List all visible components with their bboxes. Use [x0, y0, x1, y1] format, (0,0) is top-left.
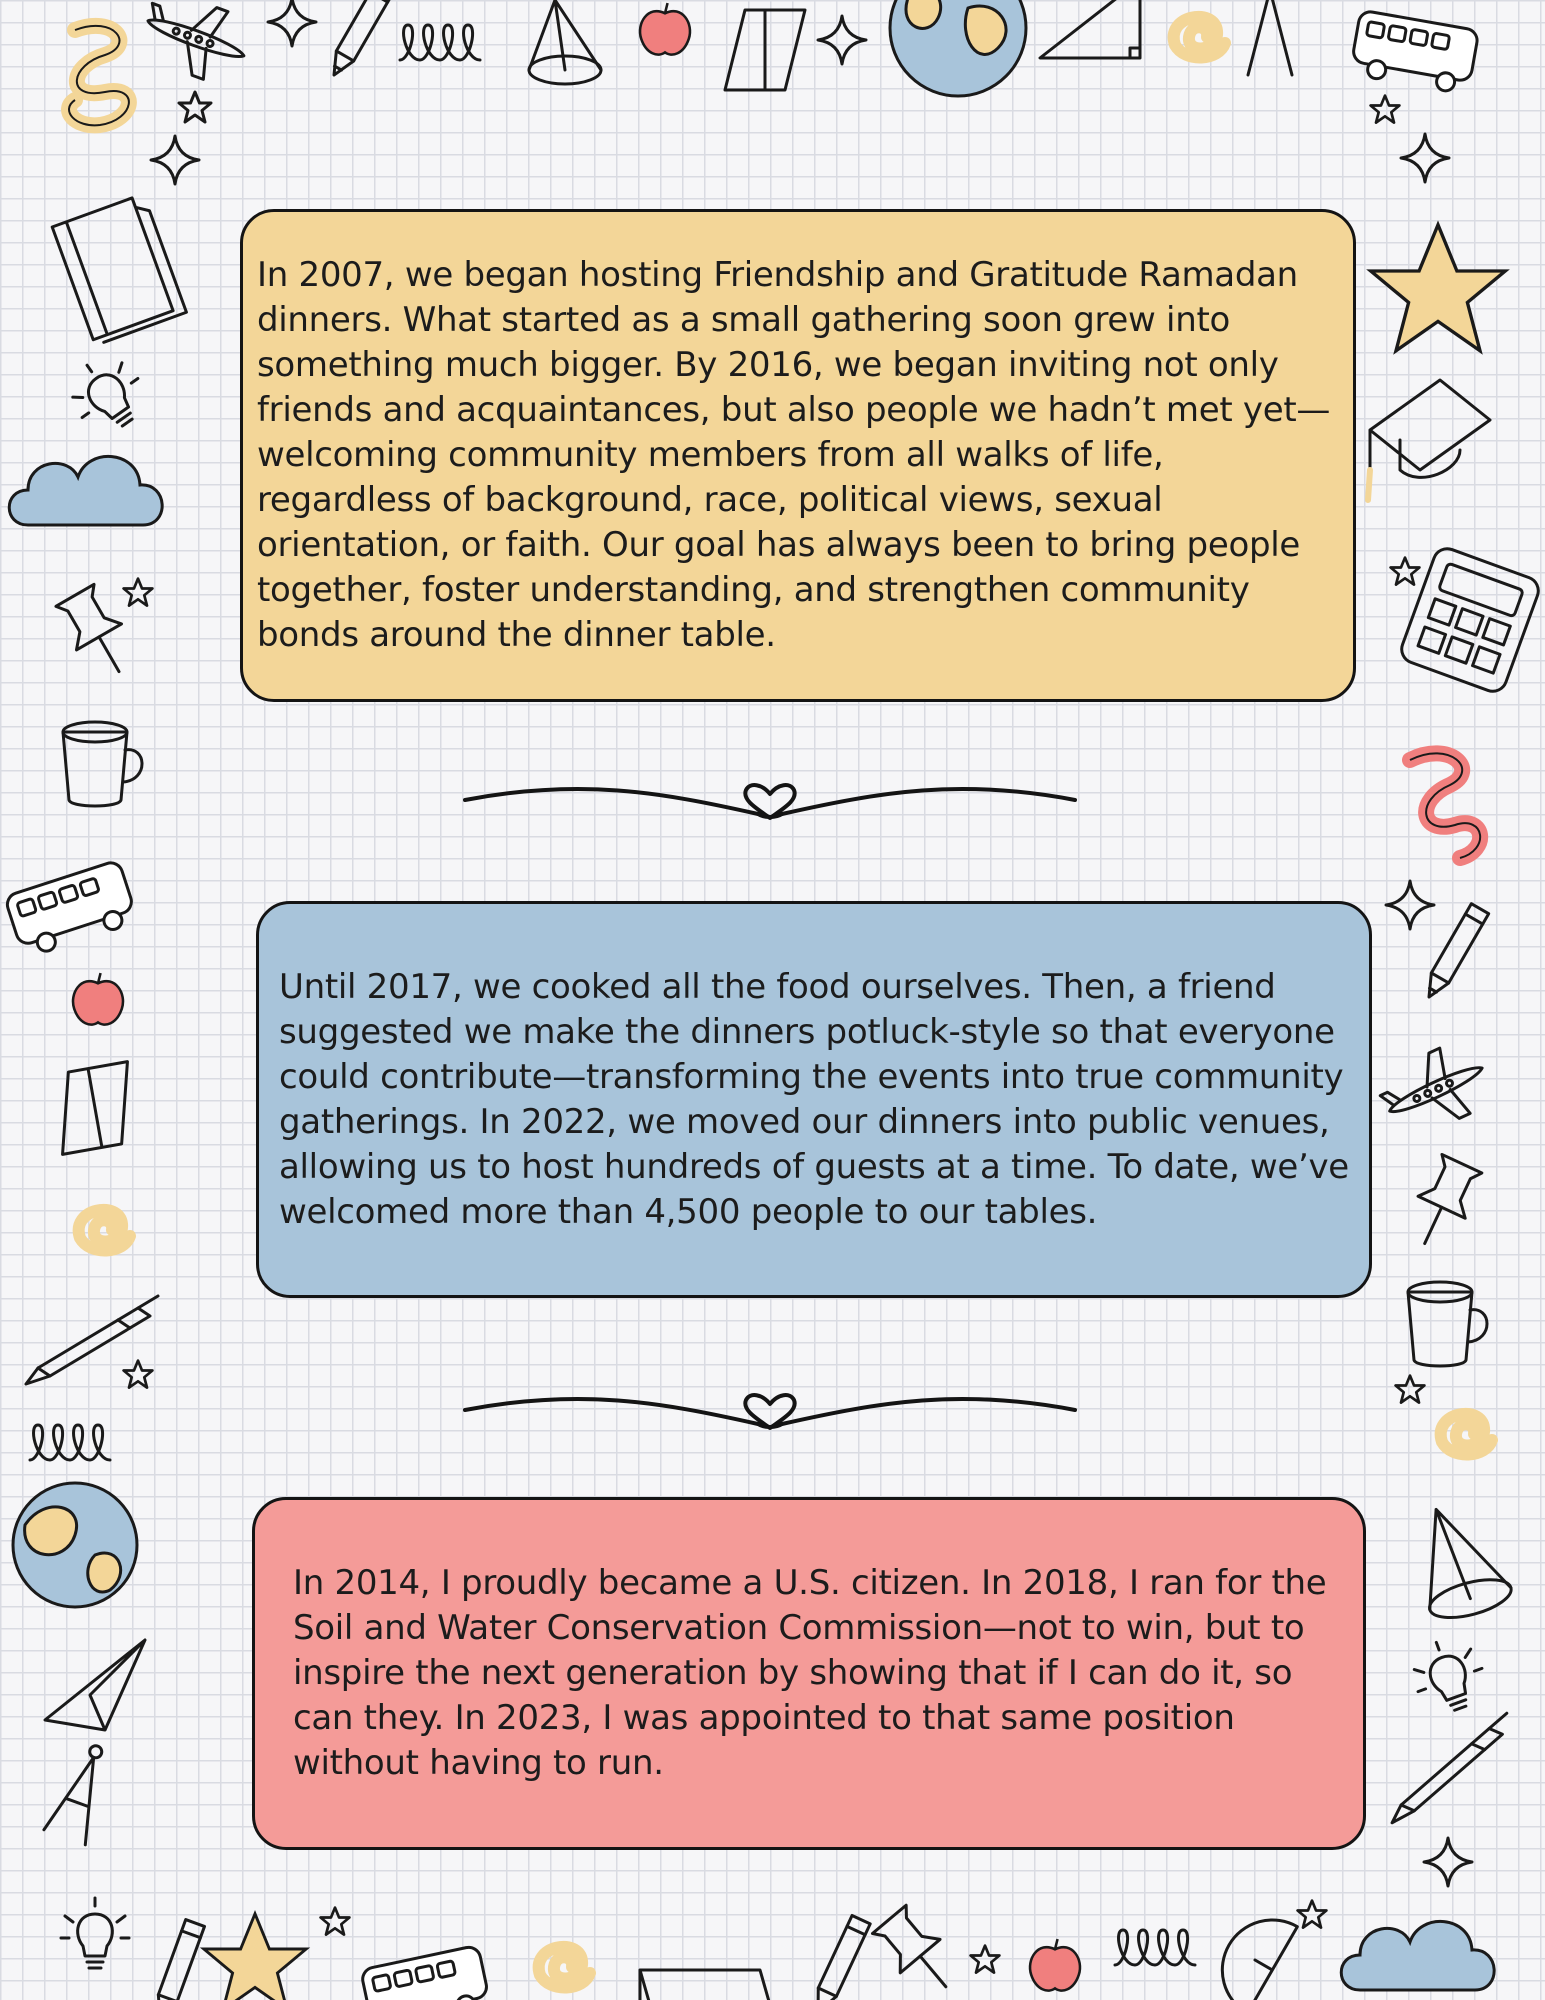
school-bus-icon — [1349, 10, 1478, 95]
pushpin-icon — [869, 1903, 965, 2000]
pencil-icon — [809, 1915, 870, 2000]
story-text: In 2007, we began hosting Friendship and Gratitude Ramadan dinners. What started as a small gathering soon grew into something much bigger. By 2016, we began inviting not only friends and acquaintances, but also people we hadn’t met yet—welcoming community members from all walks of life, regardless of background, race, political views, sexual orientation, or faith. Our goal has always been to bring people together, foster understanding, and strengthen community bonds around the dinner table. — [257, 255, 1331, 655]
apple-icon — [640, 3, 690, 55]
cone-icon — [529, 0, 601, 84]
apple-icon — [1030, 1939, 1080, 1991]
pen-icon — [26, 1296, 158, 1384]
star-icon — [1298, 1901, 1327, 1928]
parallelogram-icon — [725, 10, 805, 90]
sparkle-icon — [268, 0, 316, 46]
star-icon — [971, 1946, 1000, 1973]
cloud-icon — [1341, 1921, 1494, 1990]
sparkle-icon — [151, 136, 199, 184]
spiral-icon — [1410, 753, 1480, 858]
sparkle-icon — [1424, 1838, 1472, 1886]
cone-icon — [1405, 1496, 1515, 1625]
story-text: In 2014, I proudly became a U.S. citizen. In 2018, I ran for the Soil and Water Conservation Commission—not to win, but to inspire the next generation by showing that if I can do it, so can they. In 2023, I was appointed to that same position without having to run. — [293, 1563, 1327, 1783]
lightbulb-icon — [61, 1898, 129, 1968]
story-card-ramadan-dinners — [240, 209, 1356, 702]
graduation-cap-icon — [1368, 380, 1490, 500]
swirl-icon — [79, 1210, 130, 1251]
loop-squiggle-icon — [400, 25, 480, 60]
sparkle-icon — [1386, 881, 1434, 929]
star-icon — [1371, 225, 1505, 351]
heart-divider-icon — [460, 770, 1080, 830]
lightbulb-icon — [1404, 1631, 1492, 1720]
pencil-icon — [325, 0, 393, 80]
globe-icon — [13, 1483, 137, 1607]
school-bus-icon — [4, 860, 138, 959]
school-bus-icon — [360, 1945, 491, 2000]
star-icon — [124, 579, 153, 606]
triangle-icon — [1040, 0, 1140, 58]
star-icon — [204, 1914, 306, 2000]
pencil-icon — [1420, 904, 1488, 1002]
pushpin-icon — [1401, 1153, 1485, 1255]
star-icon — [124, 1361, 153, 1388]
star-icon — [1371, 96, 1400, 123]
protractor-icon — [1204, 1902, 1297, 2000]
swirl-icon — [1441, 1414, 1492, 1455]
compass-icon — [1248, 0, 1292, 75]
sparkle-icon — [1401, 134, 1449, 182]
airplane-icon — [1373, 1035, 1498, 1144]
pushpin-icon — [52, 582, 141, 684]
swirl-icon — [1174, 17, 1225, 58]
swirl-icon — [539, 1947, 590, 1988]
loop-squiggle-icon — [1115, 1930, 1195, 1965]
star-icon — [179, 92, 211, 122]
cloud-icon — [9, 456, 162, 525]
globe-icon — [890, 0, 1026, 96]
book-icon — [52, 194, 186, 346]
heart-divider-icon — [460, 1380, 1080, 1440]
parallelogram-icon — [49, 1062, 142, 1155]
paper-plane-icon — [45, 1640, 145, 1730]
compass-icon — [44, 1739, 119, 1845]
story-card-citizenship — [252, 1497, 1366, 1850]
airplane-icon — [134, 0, 256, 90]
apple-icon — [73, 973, 123, 1025]
pencil-icon — [151, 1920, 205, 2000]
loop-squiggle-icon — [30, 1425, 110, 1460]
mug-icon — [1408, 1282, 1487, 1366]
story-card-potluck — [256, 901, 1372, 1298]
spiral-icon — [69, 26, 129, 125]
mug-icon — [63, 722, 142, 806]
star-icon — [1391, 558, 1420, 585]
star-icon — [321, 1908, 350, 1935]
story-text: Until 2017, we cooked all the food ourselves. Then, a friend suggested we make the dinners potluck-style so that everyone could contribute—transforming the events into true community gatherings. In 2022, we moved our dinners into public venues, allowing us to host hundreds of guests at a time. To date, we’ve welcomed more than 4,500 people to our tables. — [279, 966, 1349, 1232]
lightbulb-icon — [59, 346, 155, 442]
book-icon — [640, 1970, 770, 2000]
pen-icon — [1377, 1713, 1522, 1823]
star-icon — [1396, 1376, 1425, 1403]
sparkle-icon — [818, 16, 866, 64]
